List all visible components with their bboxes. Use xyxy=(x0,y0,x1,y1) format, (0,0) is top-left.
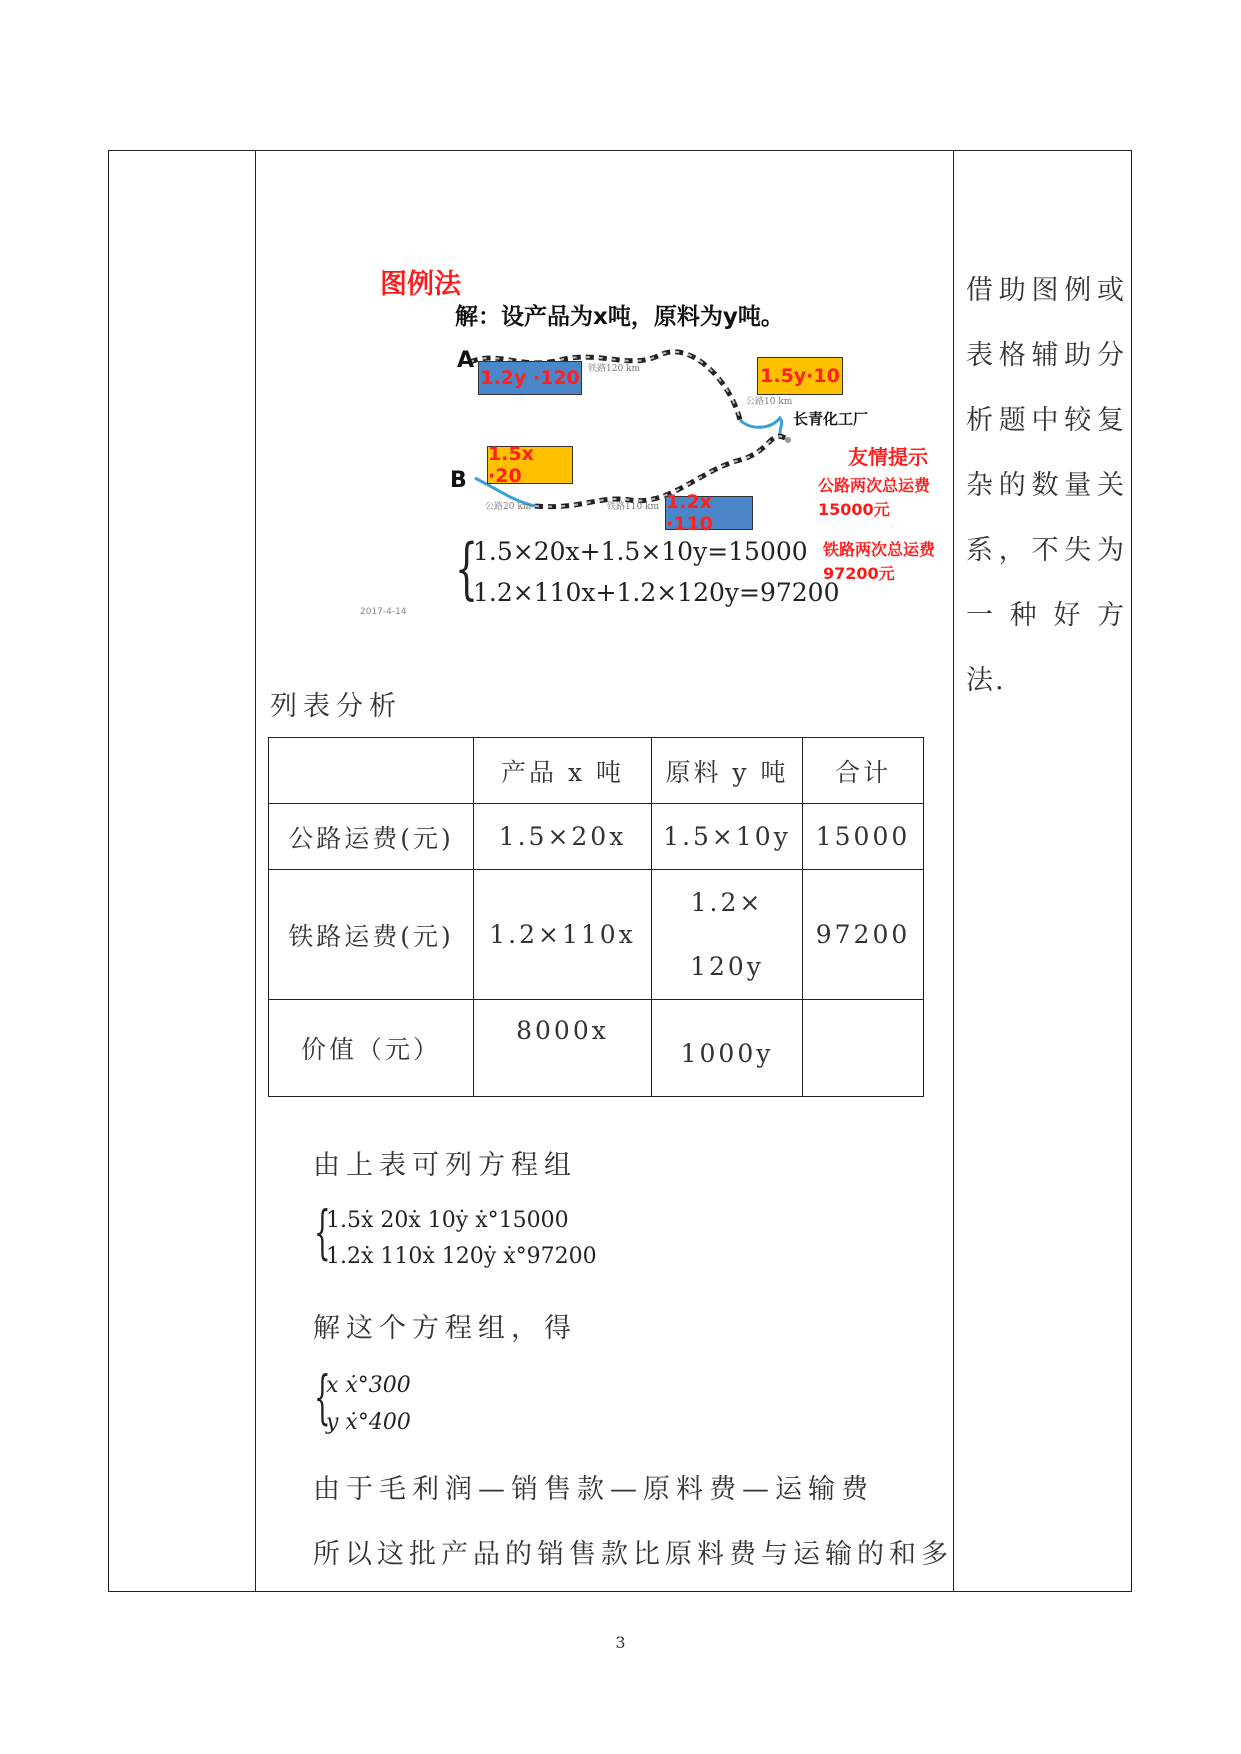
point-a-label: A xyxy=(457,348,475,373)
cell-rail-x: 1.2×110x xyxy=(474,870,652,1000)
side-note xyxy=(966,258,1126,713)
row-label-rail: 铁路运费(元) xyxy=(269,870,474,1000)
page-number: 3 xyxy=(615,1633,626,1652)
hint-rail-value: 97200元 xyxy=(823,564,895,583)
cell-rail-y xyxy=(652,870,803,1000)
factory-label: 长青化工厂 xyxy=(793,410,869,428)
header-empty xyxy=(269,738,474,804)
body-line-4: 所以这批产品的销售款比原料费与运输的和多 xyxy=(313,1539,953,1570)
row-label-value: 价值（元） xyxy=(269,1000,474,1097)
hint-road: 公路两次总运费 xyxy=(818,476,931,495)
brace-system-1: { xyxy=(314,1198,331,1266)
system2-equation-1: x ẋ°300 xyxy=(326,1373,411,1398)
tag-rail-b: 1.2x ·110 xyxy=(665,496,753,530)
solution-setup: 解：设产品为x吨，原料为y吨。 xyxy=(455,304,784,330)
table-row xyxy=(269,804,924,870)
header-material: 原料 y 吨 xyxy=(652,738,803,804)
cell-value-y: 1000y xyxy=(652,1000,803,1097)
cell-rail-y-line2: 120y xyxy=(690,951,764,981)
cell-value-total xyxy=(803,1000,924,1097)
column-divider-2 xyxy=(953,150,954,1592)
body-line-2: 解这个方程组，得 xyxy=(313,1313,577,1344)
body-line-1: 由上表可列方程组 xyxy=(313,1150,577,1181)
row-label-road: 公路运费(元) xyxy=(269,804,474,870)
side-note-line: 析题中较复 xyxy=(966,405,1126,436)
table-section-title: 列表分析 xyxy=(270,691,402,722)
system1-equation-1: 1.5ẋ 20ẋ 10ẏ ẋ°15000 xyxy=(326,1208,569,1233)
cell-value-x: 8000x xyxy=(474,1000,652,1097)
table-row xyxy=(269,870,924,1000)
factory-dot xyxy=(785,437,791,443)
header-total: 合计 xyxy=(803,738,924,804)
cell-road-x: 1.5×20x xyxy=(474,804,652,870)
brace-diagram: { xyxy=(455,530,479,607)
side-note-line: 法. xyxy=(966,665,1006,696)
label-road-20: 公路20 km xyxy=(485,502,532,512)
system2-equation-2: y ẋ°400 xyxy=(326,1410,411,1435)
brace-system-2: { xyxy=(314,1363,331,1431)
header-product: 产品 x 吨 xyxy=(474,738,652,804)
system1-equation-2: 1.2ẋ 110ẋ 120ẏ ẋ°97200 xyxy=(326,1244,597,1269)
side-note-line: 表格辅助分 xyxy=(966,340,1126,371)
side-note-line: 借助图例或 xyxy=(966,275,1126,306)
side-note-line: 系，不失为 xyxy=(966,535,1126,566)
cell-road-total: 15000 xyxy=(803,804,924,870)
method-title: 图例法 xyxy=(380,269,461,300)
tag-road-b: 1.5x ·20 xyxy=(487,446,573,484)
body-line-3: 由于毛利润—销售款—原料费—运输费 xyxy=(313,1474,874,1505)
column-divider-1 xyxy=(255,150,256,1592)
label-rail-110: 铁路110 km xyxy=(607,502,660,512)
tag-rail-a: 1.2y ·120 xyxy=(478,361,582,395)
cell-road-y: 1.5×10y xyxy=(652,804,803,870)
cell-rail-y-line1: 1.2× xyxy=(690,887,764,917)
cell-rail-total: 97200 xyxy=(803,870,924,1000)
analysis-table xyxy=(268,737,924,1097)
point-b-label: B xyxy=(450,468,467,493)
slide-date: 2017-4-14 xyxy=(360,607,407,617)
hint-title: 友情提示 xyxy=(848,445,928,469)
side-note-line: 杂的数量关 xyxy=(966,470,1126,501)
diagram-equation-1: 1.5×20x+1.5×10y=15000 xyxy=(473,537,808,566)
diagram-equation-2: 1.2×110x+1.2×120y=97200 xyxy=(473,578,840,607)
label-rail-120: 铁路120 km xyxy=(588,364,641,374)
tag-road-a: 1.5y·10 xyxy=(757,357,843,395)
table-row xyxy=(269,1000,924,1097)
hint-rail: 铁路两次总运费 xyxy=(823,540,936,559)
hint-road-value: 15000元 xyxy=(818,500,890,519)
side-note-line: 一种好方 xyxy=(966,600,1126,631)
label-road-10: 公路10 km xyxy=(746,397,793,407)
